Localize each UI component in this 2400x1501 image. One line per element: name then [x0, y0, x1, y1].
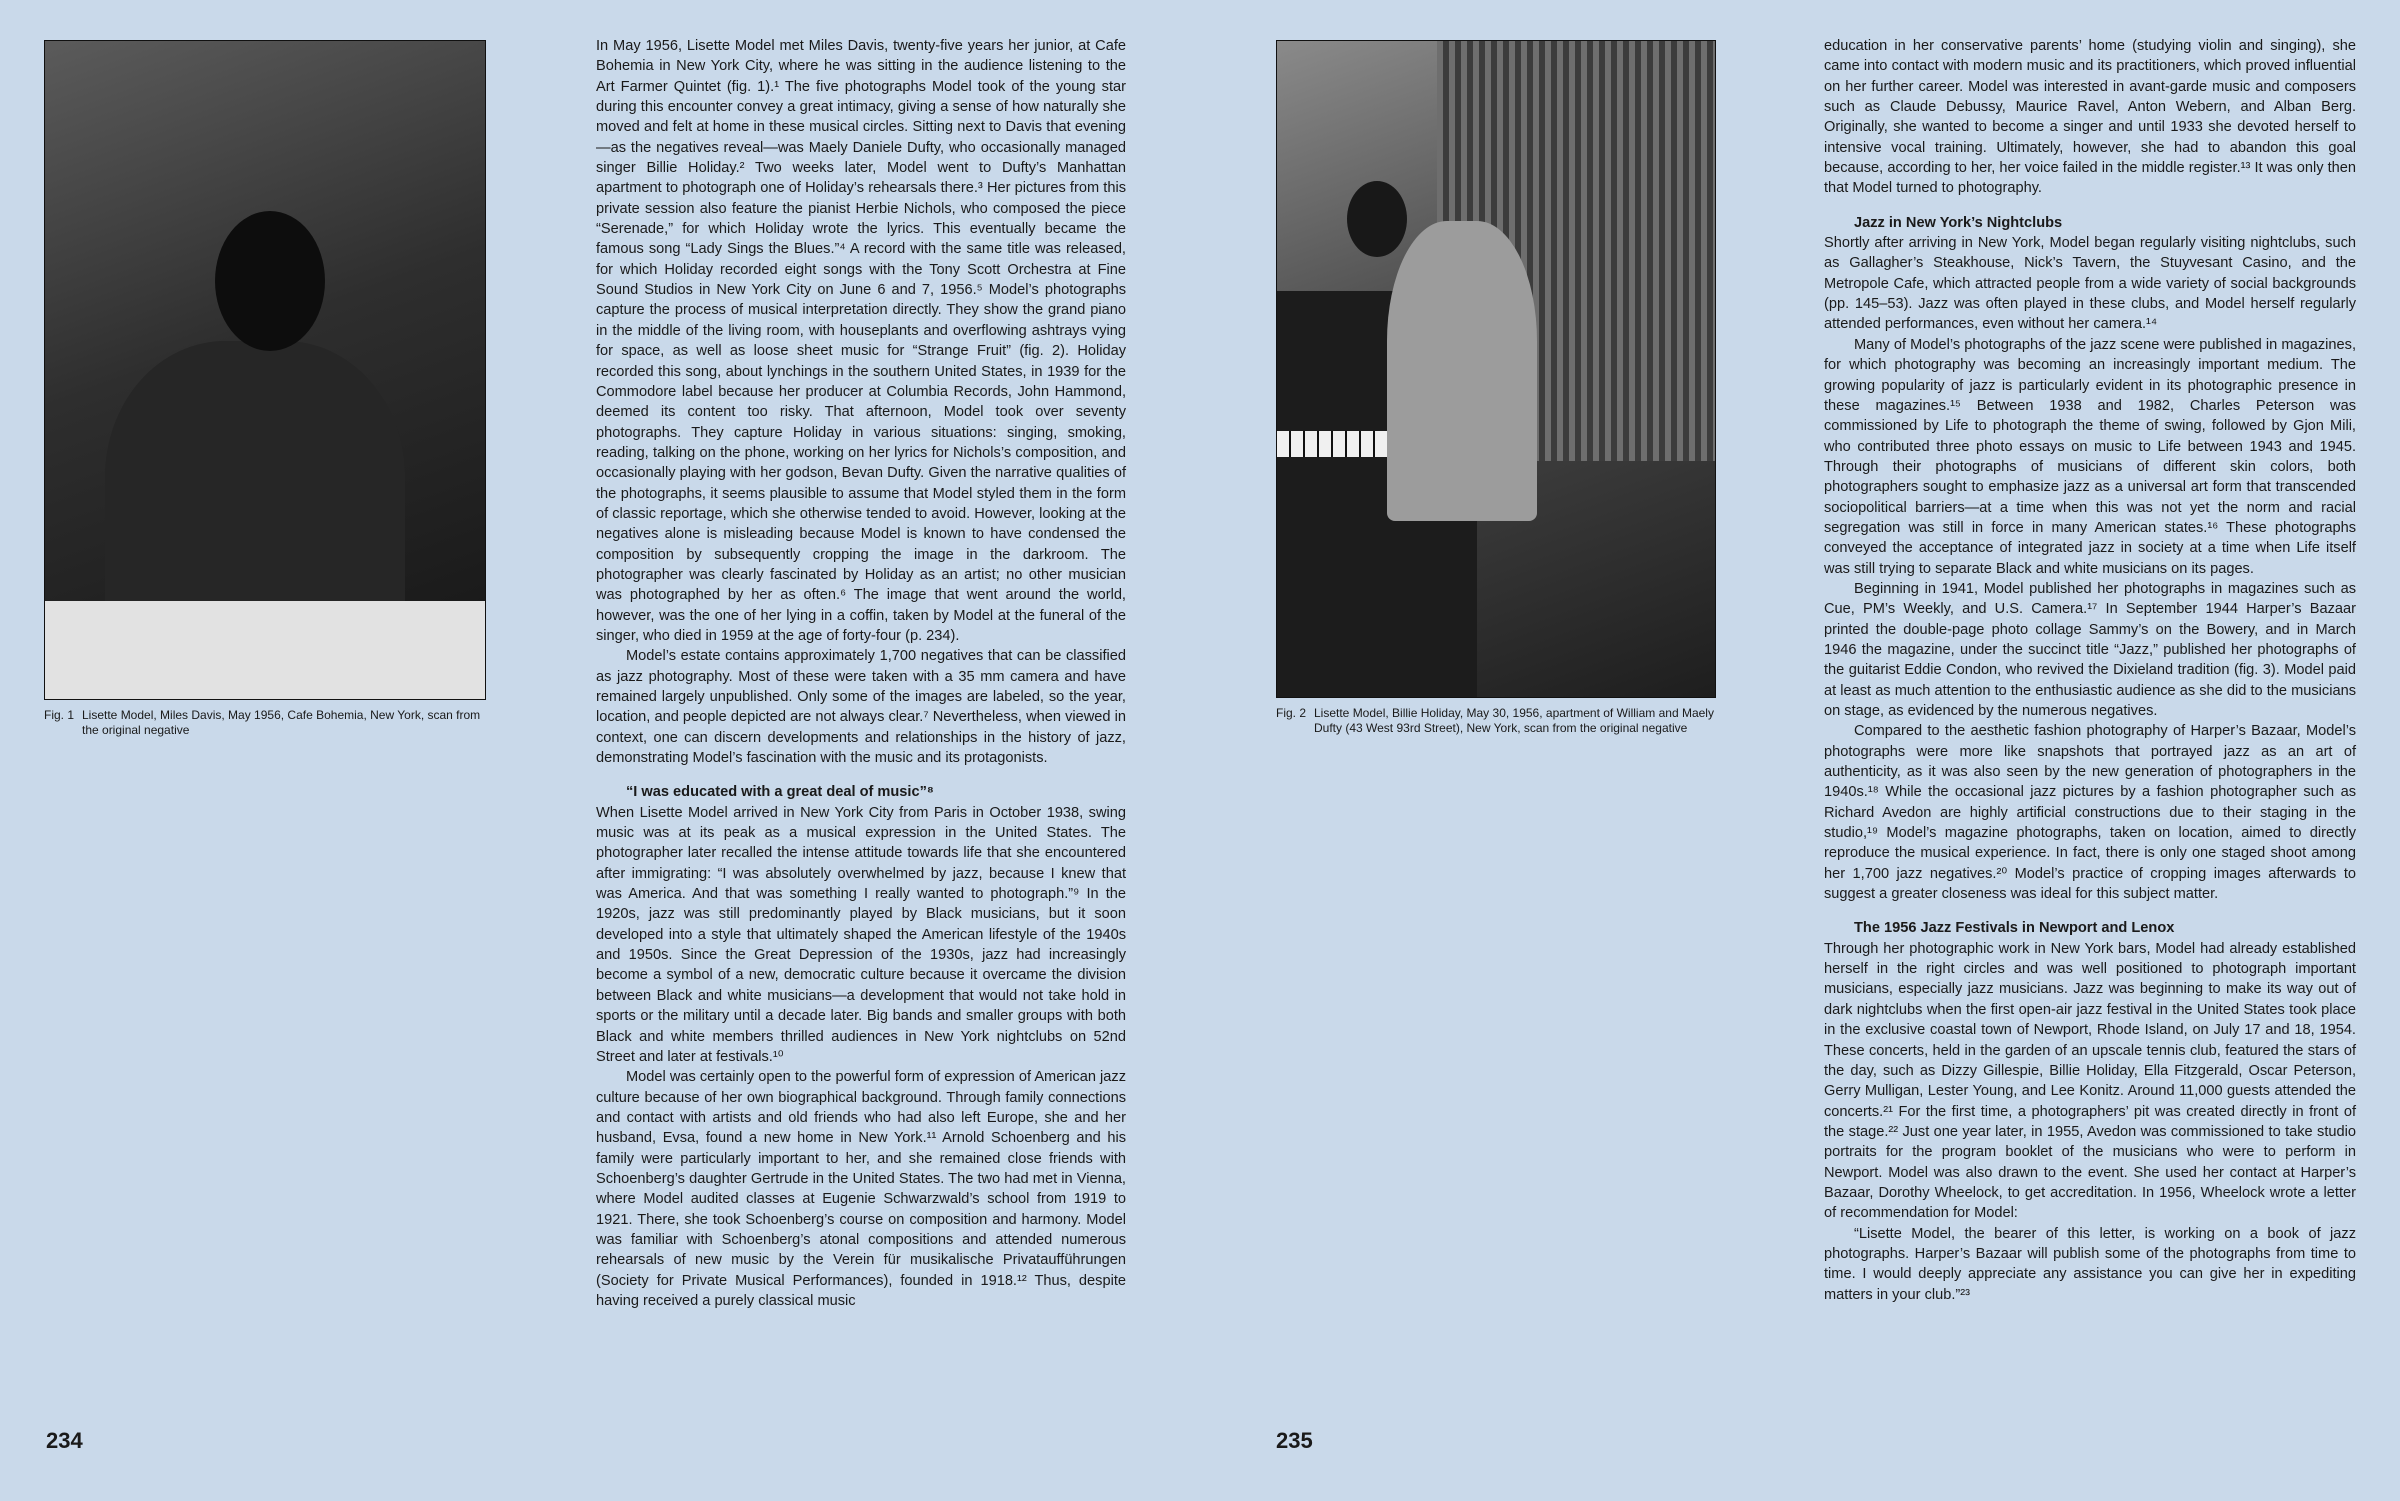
- body-paragraph: Model was certainly open to the powerful form of expression of American jazz culture because of her own biographical background. Through family connections and contact with artists and old friends who had also left Europe, she and her husband, Evsa, found a new home in New York.¹¹ Arnold Schoenberg and his family were particularly important to her, and she remained close friends with Schoenberg’s daughter Gertrude in the United States. The two had met in Vienna, where Model audited classes at Eugenie Schwarzwald’s school from 1919 to 1921. There, she took Schoenberg’s course on composition and harmony. Model was familiar with Schoenberg’s atonal compositions and attended numerous rehearsals of new music by the Verein für musikalische Privataufführungen (Society for Private Musical Performances), founded in 1918.¹² Thus, despite having received a purely classical music: [596, 1069, 1126, 1309]
- right-text-column: [1824, 36, 2356, 1305]
- page-number: 234: [46, 1428, 83, 1453]
- figure-1-number: Fig. 1: [44, 708, 75, 722]
- body-paragraph: education in her conservative parents’ home (studying violin and singing), she came into contact with modern music and its practitioners, which proved influential on her further career. Model was interested in avant-garde music and composers such as Claude Debussy, Maurice Ravel, Anton Webern, and Alban Berg. Originally, she wanted to become a singer and until 1933 she devoted herself to intensive vocal training. Ultimately, however, she had to abandon this goal because, according to her, her voice failed in the middle register.¹³ It was only then that Model turned to photography.: [1824, 38, 2356, 197]
- figure-1-caption-text: Lisette Model, Miles Davis, May 1956, Cafe Bohemia, New York, scan from the original negative: [82, 708, 481, 737]
- body-paragraph: In May 1956, Lisette Model met Miles Davis, twenty-five years her junior, at Cafe Bohemia in New York City, where he was sitting in the audience listening to the Art Farmer Quintet (fig. 1).¹ The five photographs Model took of the young star during this encounter convey a great intimacy, giving a sense of how naturally she moved and felt at home in these musical circles. Sitting next to Davis that evening—as the negatives reveal—was Maely Daniele Dufty, who occasionally managed singer Billie Holiday.² Two weeks later, Model went to Dufty’s Manhattan apartment to photograph one of Holiday’s rehearsals there.³ Her pictures from this private session also feature the pianist Herbie Nichols, who composed the piece “Serenade,” for which Holiday wrote the lyrics. This eventually became the famous song “Lady Sings the Blues.”⁴ A record with the same title was released, for which Holiday recorded eight songs with the Tony Scott Orchestra at Fine Sound Studios in New York City on June 6 and 7, 1956.⁵ Model’s photographs capture the process of musical interpretation directly. They show the grand piano in the middle of the living room, with houseplants and overflowing ashtrays vying for space, as well as loose sheet music for “Strange Fruit” (fig. 2). Holiday recorded this song, about lynchings in the southern United States, in 1939 for the Commodore label because her producer at Columbia Records, John Hammond, deemed its content too risky. That afternoon, Model took over seventy photographs. They capture Holiday in various situations: singing, smoking, reading, talking on the phone, working on her lyrics for Nichols’s composition, and occasionally playing with her godson, Bevan Dufty. Given the narrative qualities of the photographs, it seems plausible to assume that Model styled them in the form of classic reportage, which she otherwise tended to avoid. However, looking at the negatives alone is misleading because Model is known to have condensed the composition by subsequently cropping the image in the darkroom. The photographer was clearly fascinated by Holiday as an artist; no other musician was photographed by her as often.⁶ The image that went around the world, however, was the one of her lying in a coffin, taken by Model at the funeral of the singer, who died in 1959 at the age of forty-four (p. 234).: [596, 38, 1126, 644]
- figure-1-caption: [44, 708, 484, 737]
- left-text-column: [596, 36, 1126, 1311]
- figure-2-caption-text: Lisette Model, Billie Holiday, May 30, 1956, apartment of William and Maely Dufty (43 West 93rd Street), New York, scan from the original negative: [1314, 706, 1714, 735]
- page-number: 235: [1276, 1428, 1313, 1453]
- figure-2-photo: [1276, 40, 1716, 698]
- figure-2-number: Fig. 2: [1276, 706, 1307, 720]
- body-paragraph: Many of Model’s photographs of the jazz scene were published in magazines, for which photography was becoming an increasingly important medium. The growing popularity of jazz is particularly evident in its photographic presence in these magazines.¹⁵ Between 1938 and 1982, Charles Peterson was commissioned by Life to photograph the theme of swing, followed by Gjon Mili, who contributed three photo essays on music to Life between 1943 and 1945. Through their photographs of musicians of different skin colors, both photographers sought to emphasize jazz as a universal art form that transcended sociopolitical barriers—at a time when this was not yet the norm and racial segregation was still in force in many American states.¹⁶ These photographs conveyed the acceptance of integrated jazz in society at a time when Life itself was still trying to separate Black and white musicians on its pages.: [1824, 336, 2356, 577]
- body-paragraph: When Lisette Model arrived in New York City from Paris in October 1938, swing music was at its peak as a musical expression in the United States. The photographer later recalled the intense attitude towards life that she encountered after immigrating: “I was absolutely overwhelmed by jazz, because I knew that was America. And that was something I really wanted to photograph.”⁹ In the 1920s, jazz was still predominantly played by Black musicians, but it soon developed into a style that ultimately shaped the American lifestyle of the 1940s and 1950s. Since the Great Depression of the 1930s, jazz had increasingly become a symbol of a new, democratic culture because it overcame the division between Black and white musicians—a development that would not take hold in sports or the military until a decade later. Big bands and smaller groups with both Black and white members thrilled audiences in New York nightclubs on 52nd Street and later at festivals.¹⁰: [596, 804, 1126, 1065]
- body-paragraph: Shortly after arriving in New York, Model began regularly visiting nightclubs, such as Gallagher’s Steakhouse, Nick’s Tavern, the Stuyvesant Casino, and the Metropole Cafe, which attracted people from a wide variety of social backgrounds (pp. 145–53). Jazz was often played in these clubs, and Model herself regularly attended performances, even without her camera.¹⁴: [1824, 235, 2356, 333]
- body-paragraph: “Lisette Model, the bearer of this letter, is working on a book of jazz photographs. Harper’s Bazaar will publish some of the photographs from time to time. I would deeply appreciate any assistance you can give her in expediting matters in your club.”²³: [1824, 1225, 2356, 1303]
- section-heading: The 1956 Jazz Festivals in Newport and Lenox: [1854, 920, 2175, 937]
- section-heading: Jazz in New York’s Nightclubs: [1854, 214, 2063, 231]
- figure-1-photo: [44, 40, 486, 700]
- body-paragraph: Through her photographic work in New York bars, Model had already established herself in the right circles and was well positioned to photograph important musicians, especially jazz musicians. Jazz was beginning to make its way out of dark nightclubs when the first open-air jazz festival in the United States took place in the exclusive coastal town of Newport, Rhode Island, on July 17 and 18, 1954. These concerts, held in the garden of an upscale tennis club, featured the stars of the day, such as Dizzy Gillespie, Billie Holiday, Ella Fitzgerald, Oscar Peterson, Gerry Mulligan, Lester Young, and Lee Konitz. Around 11,000 guests attended the concerts.²¹ For the first time, a photographers’ pit was created directly in front of the stage.²² Just one year later, in 1955, Avedon was commissioned to take studio portraits for the program booklet of the musicians who were to perform in Newport. Model was also drawn to the event. She used her contact at Harper’s Bazaar, Dorothy Wheelock, to get accreditation. In 1956, Wheelock wrote a letter of recommendation for Model:: [1824, 940, 2356, 1222]
- body-paragraph: Model’s estate contains approximately 1,700 negatives that can be classified as jazz photography. Most of these were taken with a 35 mm camera and have remained largely unpublished. Only some of the images are labeled, so the year, location, and people depicted are not always clear.⁷ Nevertheless, when viewed in context, one can discern developments and relationships in the history of jazz, demonstrating Model’s fascination with the music and its protagonists.: [596, 648, 1126, 767]
- body-paragraph: Beginning in 1941, Model published her photographs in magazines such as Cue, PM’s Weekly, and U.S. Camera.¹⁷ In September 1944 Harper’s Bazaar printed the double-page photo collage Sammy’s on the Bowery, and in March 1946 the magazine, under the succinct title “Jazz,” published her photographs of the guitarist Eddie Condon, who revived the Dixieland tradition (fig. 3). Model paid at least as much attention to the enthusiastic audience as she did to the musicians on stage, as evidenced by the numerous negatives.: [1824, 580, 2356, 719]
- body-paragraph: Compared to the aesthetic fashion photography of Harper’s Bazaar, Model’s photographs were more like snapshots that portrayed jazz as an art of authenticity, as it was also seen by the new generation of photographers in the 1940s.¹⁸ While the occasional jazz pictures by a fashion photographer such as Richard Avedon are highly artificial constructions due to their staging in the studio,¹⁹ Model’s magazine photographs, taken on location, aimed to directly reproduce the musical experience. In fact, there is only one staged shoot among her 1,700 jazz negatives.²⁰ Model’s practice of cropping images afterwards to suggest a greater closeness was ideal for this subject matter.: [1824, 723, 2356, 903]
- section-heading: “I was educated with a great deal of music”⁸: [626, 784, 934, 801]
- right-page: [1200, 0, 2400, 1501]
- figure-2-caption: [1276, 706, 1716, 735]
